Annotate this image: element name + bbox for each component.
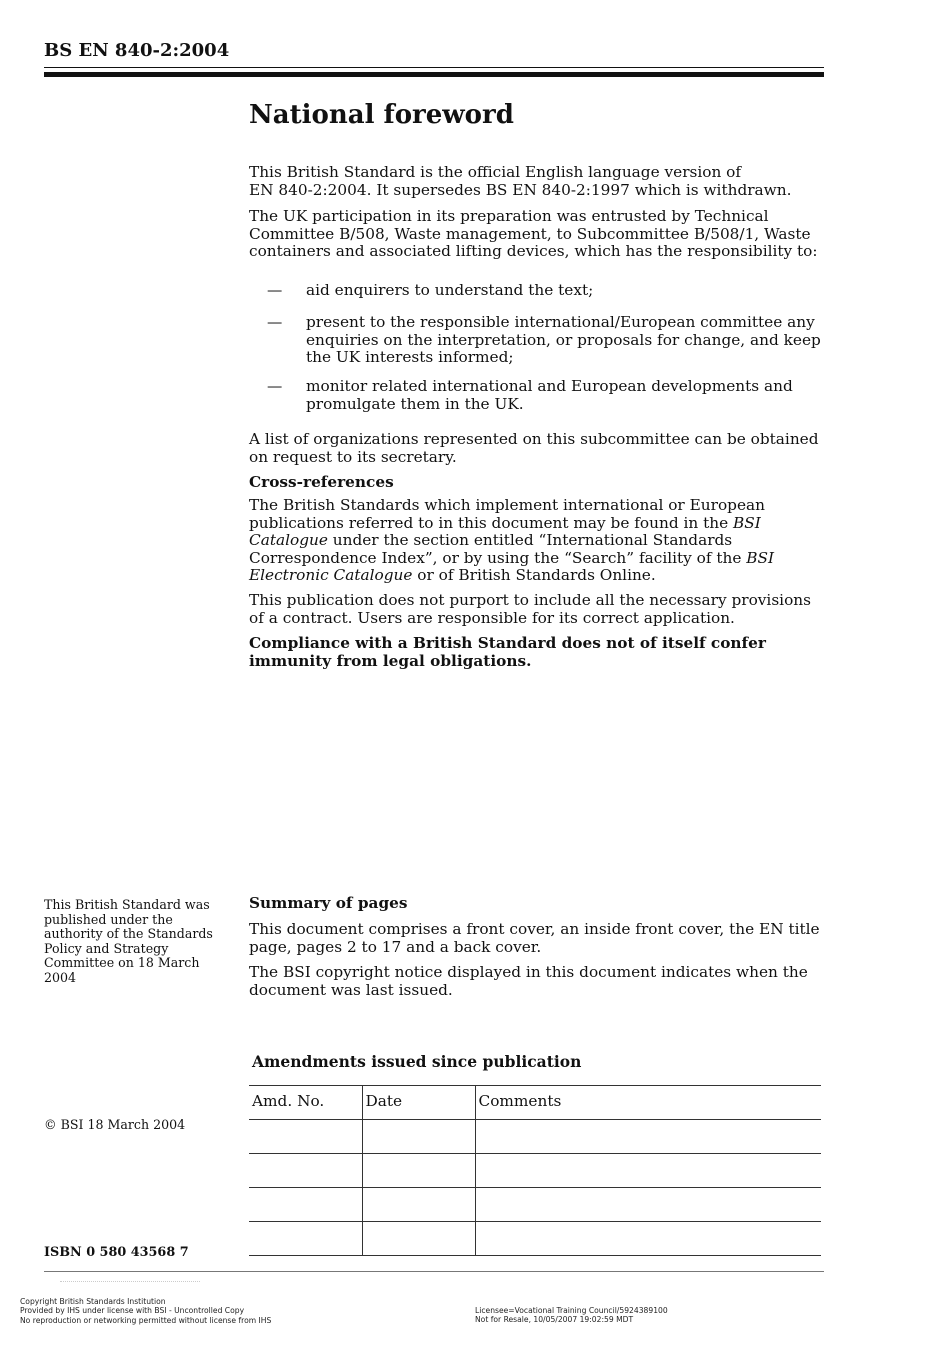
cross-references-text [249, 497, 829, 585]
cross-ref-text-1: The British Standards which implement international or European publications referred to in this document may be found in the [249, 496, 765, 532]
cross-ref-text-2: under the section entitled “International Standards Correspondence Index”, or by using the “Search” facility of the [249, 531, 747, 567]
table-row [249, 1188, 821, 1222]
table-cell [362, 1154, 475, 1188]
list-note: A list of organizations represented on this subcommittee can be obtained on request to its secretary. [249, 430, 819, 466]
cross-references-heading: Cross-references [249, 473, 394, 491]
responsibility-text: present to the responsible international/European committee any enquiries on the interpretation, or proposals for change, and keep the UK interests informed; [306, 313, 821, 366]
table-cell [249, 1120, 362, 1154]
table-cell [249, 1222, 362, 1256]
table-row [249, 1120, 821, 1154]
footer-licensee: Licensee=Vocational Training Council/5924389100 [475, 1306, 668, 1315]
page-title: National foreword [249, 100, 514, 130]
summary-heading: Summary of pages [249, 894, 408, 912]
responsibility-text: monitor related international and European developments and promulgate them in the UK. [306, 377, 793, 413]
table-cell [362, 1120, 475, 1154]
amendments-title: Amendments issued since publication [252, 1052, 582, 1071]
column-header-amd-no: Amd. No. [249, 1086, 362, 1120]
footer-reproduction: No reproduction or networking permitted without license from IHS [20, 1315, 272, 1325]
table-header-row [249, 1086, 821, 1120]
table-cell [249, 1188, 362, 1222]
copyright-notice: © BSI 18 March 2004 [44, 1117, 186, 1132]
header-rule-thick [44, 72, 824, 77]
dash-bullet: — [267, 313, 283, 331]
table-cell [249, 1154, 362, 1188]
intro-line-2: EN 840-2:2004. It supersedes BS EN 840-2:1997 which is withdrawn. [249, 180, 792, 199]
amendments-table [249, 1085, 821, 1256]
responsibility-text: aid enquirers to understand the text; [306, 281, 594, 299]
footer-license: Provided by IHS under license with BSI - Uncontrolled Copy [20, 1306, 245, 1316]
intro-paragraph-1 [249, 164, 829, 199]
footer-copyright: Copyright British Standards Institution [20, 1297, 166, 1306]
summary-paragraph-1: This document comprises a front cover, an inside front cover, the EN title page, pages 2 to 17 and a back cover. [249, 920, 820, 956]
footer-left [20, 1297, 271, 1325]
summary-paragraph-2: The BSI copyright notice displayed in this document indicates when the document was last issued. [249, 963, 808, 999]
intro-line-1: This British Standard is the official English language version of [249, 163, 742, 181]
table-cell [475, 1154, 821, 1188]
faint-dotted-line [60, 1281, 200, 1284]
intro-paragraph-2: The UK participation in its preparation was entrusted by Technical Committee B/508, Waste management, to Subcommittee B/508/1, Waste containers and associated lifting devices, which has the responsibility to: [249, 207, 818, 260]
table-cell [475, 1120, 821, 1154]
table-row [249, 1154, 821, 1188]
header-rule-thin [44, 67, 824, 68]
cross-ref-text-3: or of British Standards Online. [412, 566, 656, 584]
column-header-date: Date [362, 1086, 475, 1120]
dash-bullet: — [267, 377, 283, 395]
bsi-electronic-catalogue-title: BSI Electronic Catalogue [249, 548, 775, 584]
column-header-comments: Comments [475, 1086, 821, 1120]
document-id: BS EN 840-2:2004 [44, 40, 230, 61]
publication-note: This British Standard was published under the authority of the Standards Policy and Strategy Committee on 18 March 2004 [44, 897, 213, 985]
footer-resale: Not for Resale, 10/05/2007 19:02:59 MDT [475, 1315, 634, 1325]
table-cell [475, 1188, 821, 1222]
compliance-note: Compliance with a British Standard does not of itself confer immunity from legal obligations. [249, 634, 766, 670]
provisions-note: This publication does not purport to include all the necessary provisions of a contract. Users are responsible for its correct application. [249, 591, 811, 627]
table-cell [362, 1222, 475, 1256]
table-cell [362, 1188, 475, 1222]
footer-right [475, 1306, 668, 1325]
footer-rule [44, 1271, 824, 1272]
bsi-catalogue-title: BSI Catalogue [249, 513, 761, 549]
table-cell [475, 1222, 821, 1256]
table-row [249, 1222, 821, 1256]
dash-bullet: — [267, 281, 283, 299]
isbn: ISBN 0 580 43568 7 [44, 1245, 189, 1260]
